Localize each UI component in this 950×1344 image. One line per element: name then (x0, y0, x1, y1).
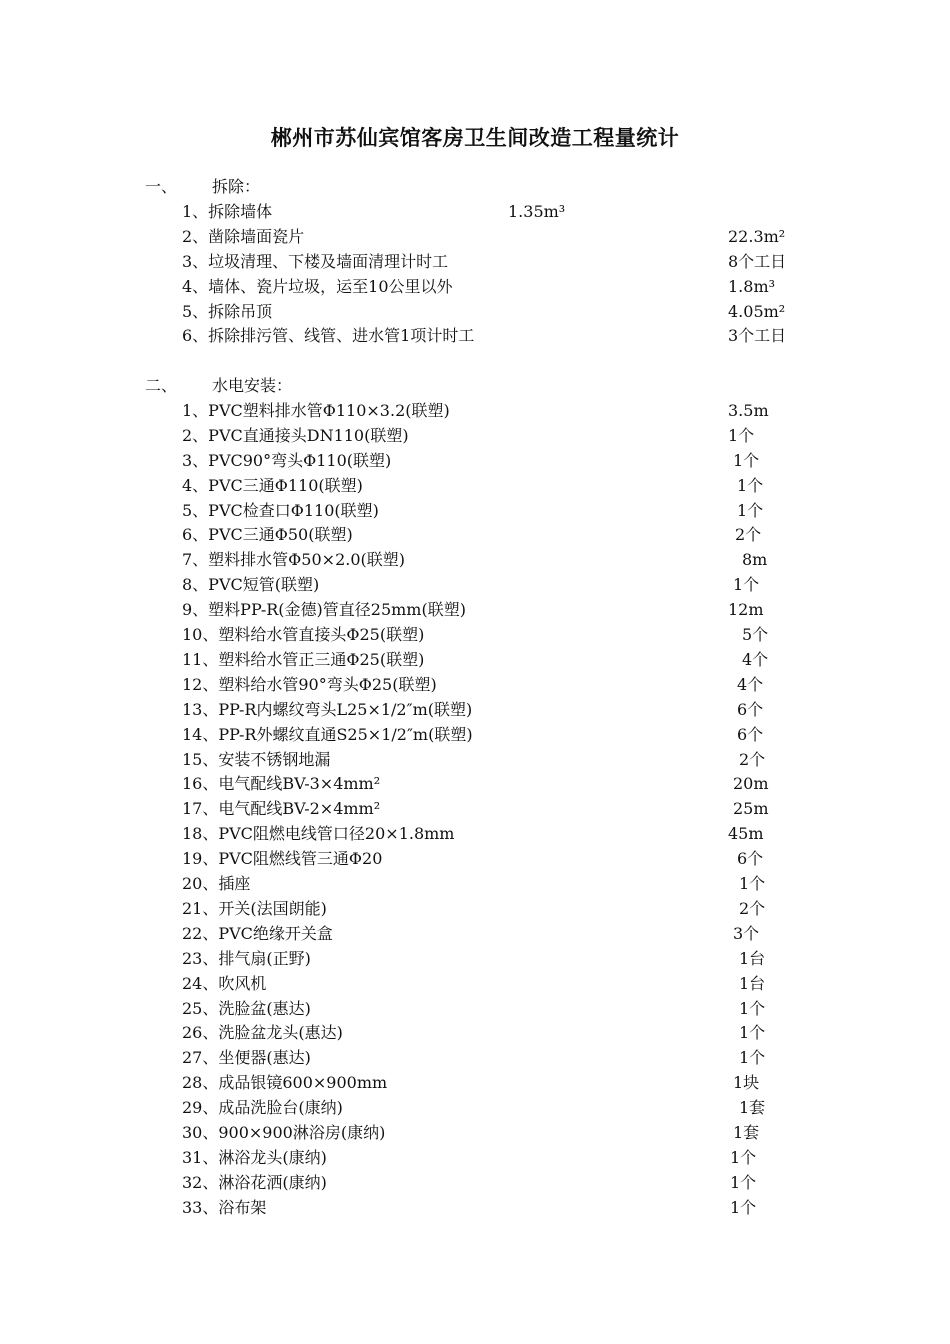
list-item (0, 796, 950, 821)
item-name: 1、PVC塑料排水管Φ110×3.2(联塑) (182, 400, 450, 420)
item-name: 3、垃圾清理、下楼及墙面清理计时工 (182, 251, 449, 271)
item-quantity: 1.8m³ (728, 276, 776, 296)
item-name: 22、PVC绝缘开关盒 (182, 923, 333, 943)
list-item (0, 871, 950, 896)
item-quantity: 1个 (728, 425, 755, 445)
item-name: 7、塑料排水管Φ50×2.0(联塑) (182, 550, 405, 570)
page-title: 郴州市苏仙宾馆客房卫生间改造工程量统计 (270, 126, 680, 150)
item-quantity: 6个 (737, 849, 764, 869)
item-quantity: 1个 (730, 1197, 757, 1217)
list-item (0, 946, 950, 971)
list-item (0, 821, 950, 846)
item-quantity: 1个 (739, 998, 766, 1018)
item-quantity: 1个 (730, 1172, 757, 1192)
item-quantity: 45m (728, 824, 764, 844)
item-name: 26、洗脸盆龙头(惠达) (182, 1023, 343, 1043)
item-name: 23、排气扇(正野) (182, 948, 311, 968)
item-name: 5、拆除吊顶 (182, 301, 273, 321)
list-item (0, 522, 950, 547)
list-item (0, 846, 950, 871)
item-name: 29、成品洗脸台(康纳) (182, 1098, 343, 1118)
section-number: 二、 (145, 376, 178, 395)
list-item (0, 199, 950, 224)
item-name: 27、坐便器(惠达) (182, 1048, 311, 1068)
item-name: 10、塑料给水管直接头Φ25(联塑) (182, 625, 425, 644)
item-quantity: 4个 (737, 674, 764, 694)
item-name: 21、开关(法国朗能) (182, 898, 327, 918)
item-quantity: 25m (733, 799, 769, 819)
item-quantity: 1个 (733, 575, 760, 595)
section-label: 拆除： (212, 177, 261, 196)
item-name: 32、淋浴花洒(康纳) (182, 1172, 327, 1192)
list-item (0, 771, 950, 796)
item-name: 3、PVC90°弯头Φ110(联塑) (182, 450, 392, 470)
list-item (0, 448, 950, 473)
item-quantity: 12m (728, 600, 764, 620)
item-name: 1、拆除墙体 (182, 201, 273, 221)
item-name: 16、电气配线BV-3×4mm² (182, 774, 381, 794)
item-name: 9、塑料PP-R(金德)管直径25mm(联塑) (182, 600, 466, 620)
item-quantity: 1个 (739, 874, 766, 893)
list-item (0, 896, 950, 921)
list-item (0, 647, 950, 672)
list-item (0, 1095, 950, 1120)
item-name: 24、吹风机 (182, 973, 267, 993)
item-quantity: 8个工日 (728, 251, 787, 271)
item-quantity: 1台 (739, 948, 766, 968)
item-quantity: 1个 (739, 1048, 766, 1068)
list-item (0, 274, 950, 299)
item-name: 33、浴布架 (182, 1197, 267, 1217)
item-quantity: 1台 (739, 973, 766, 993)
item-quantity: 1套 (739, 1098, 766, 1118)
list-item (0, 996, 950, 1021)
item-name: 18、PVC阻燃电线管口径20×1.8mm (182, 824, 455, 844)
item-name: 30、900×900淋浴房(康纳) (182, 1123, 386, 1142)
list-item (0, 1170, 950, 1195)
item-quantity: 2个 (739, 898, 766, 918)
item-quantity: 1.35m³ (508, 201, 566, 221)
list-item (0, 299, 950, 324)
list-item (0, 249, 950, 274)
item-name: 5、PVC检查口Φ110(联塑) (182, 500, 379, 520)
item-name: 12、塑料给水管90°弯头Φ25(联塑) (182, 674, 437, 694)
list-item (0, 747, 950, 772)
item-quantity: 1个 (730, 1147, 757, 1167)
item-quantity: 2个 (739, 749, 766, 769)
list-item (0, 971, 950, 996)
item-name: 19、PVC阻燃线管三通Φ20 (182, 849, 383, 869)
item-quantity: 6个 (737, 724, 764, 744)
item-name: 20、插座 (182, 874, 251, 893)
item-name: 11、塑料给水管正三通Φ25(联塑) (182, 649, 425, 669)
item-name: 6、PVC三通Φ50(联塑) (182, 525, 353, 545)
item-name: 15、安装不锈钢地漏 (182, 749, 331, 769)
item-quantity: 1个 (739, 1023, 766, 1043)
item-quantity: 3个 (733, 923, 760, 943)
section-label: 水电安装： (212, 376, 293, 395)
item-quantity: 22.3m² (728, 226, 786, 246)
item-quantity: 1套 (733, 1123, 760, 1142)
item-quantity: 4.05m² (728, 301, 786, 321)
item-quantity: 8m (742, 550, 768, 570)
item-name: 2、凿除墙面瓷片 (182, 226, 305, 246)
item-name: 28、成品银镜600×900mm (182, 1073, 388, 1093)
item-name: 2、PVC直通接头DN110(联塑) (182, 425, 409, 445)
item-quantity: 6个 (737, 699, 764, 719)
list-item (0, 398, 950, 423)
section-number: 一、 (145, 177, 178, 196)
item-name: 13、PP-R内螺纹弯头L25×1/2″m(联塑) (182, 699, 473, 719)
item-quantity: 3.5m (728, 400, 769, 420)
item-quantity: 1块 (733, 1073, 760, 1093)
list-item (0, 547, 950, 572)
item-quantity: 4个 (742, 649, 769, 669)
list-item (0, 597, 950, 622)
list-item (0, 224, 950, 249)
item-quantity: 20m (733, 774, 769, 794)
item-quantity: 2个 (735, 525, 762, 545)
list-item (0, 423, 950, 448)
list-item (0, 622, 950, 647)
list-item (0, 722, 950, 747)
item-quantity: 1个 (737, 475, 764, 495)
list-item (0, 672, 950, 697)
list-item (0, 323, 950, 348)
item-name: 6、拆除排污管、线管、进水管1项计时工 (182, 326, 475, 346)
item-quantity: 5个 (742, 625, 769, 644)
list-item (0, 1045, 950, 1070)
list-item (0, 697, 950, 722)
list-item (0, 572, 950, 597)
list-item (0, 921, 950, 946)
item-name: 4、PVC三通Φ110(联塑) (182, 475, 363, 495)
list-item (0, 498, 950, 523)
item-quantity: 1个 (737, 500, 764, 520)
item-quantity: 3个工日 (728, 326, 787, 346)
list-item (0, 473, 950, 498)
list-item (0, 1120, 950, 1145)
list-item (0, 1195, 950, 1220)
item-name: 4、墙体、瓷片垃圾，运至10公里以外 (182, 276, 453, 296)
list-item (0, 1020, 950, 1045)
item-name: 8、PVC短管(联塑) (182, 575, 320, 595)
item-quantity: 1个 (733, 450, 760, 470)
section-heading (0, 174, 950, 199)
list-item (0, 1070, 950, 1095)
list-item (0, 1145, 950, 1170)
item-name: 14、PP-R外螺纹直通S25×1/2″m(联塑) (182, 724, 473, 744)
item-name: 31、淋浴龙头(康纳) (182, 1147, 327, 1167)
item-name: 17、电气配线BV-2×4mm² (182, 799, 381, 819)
section-heading (0, 373, 950, 398)
item-name: 25、洗脸盆(惠达) (182, 998, 311, 1018)
